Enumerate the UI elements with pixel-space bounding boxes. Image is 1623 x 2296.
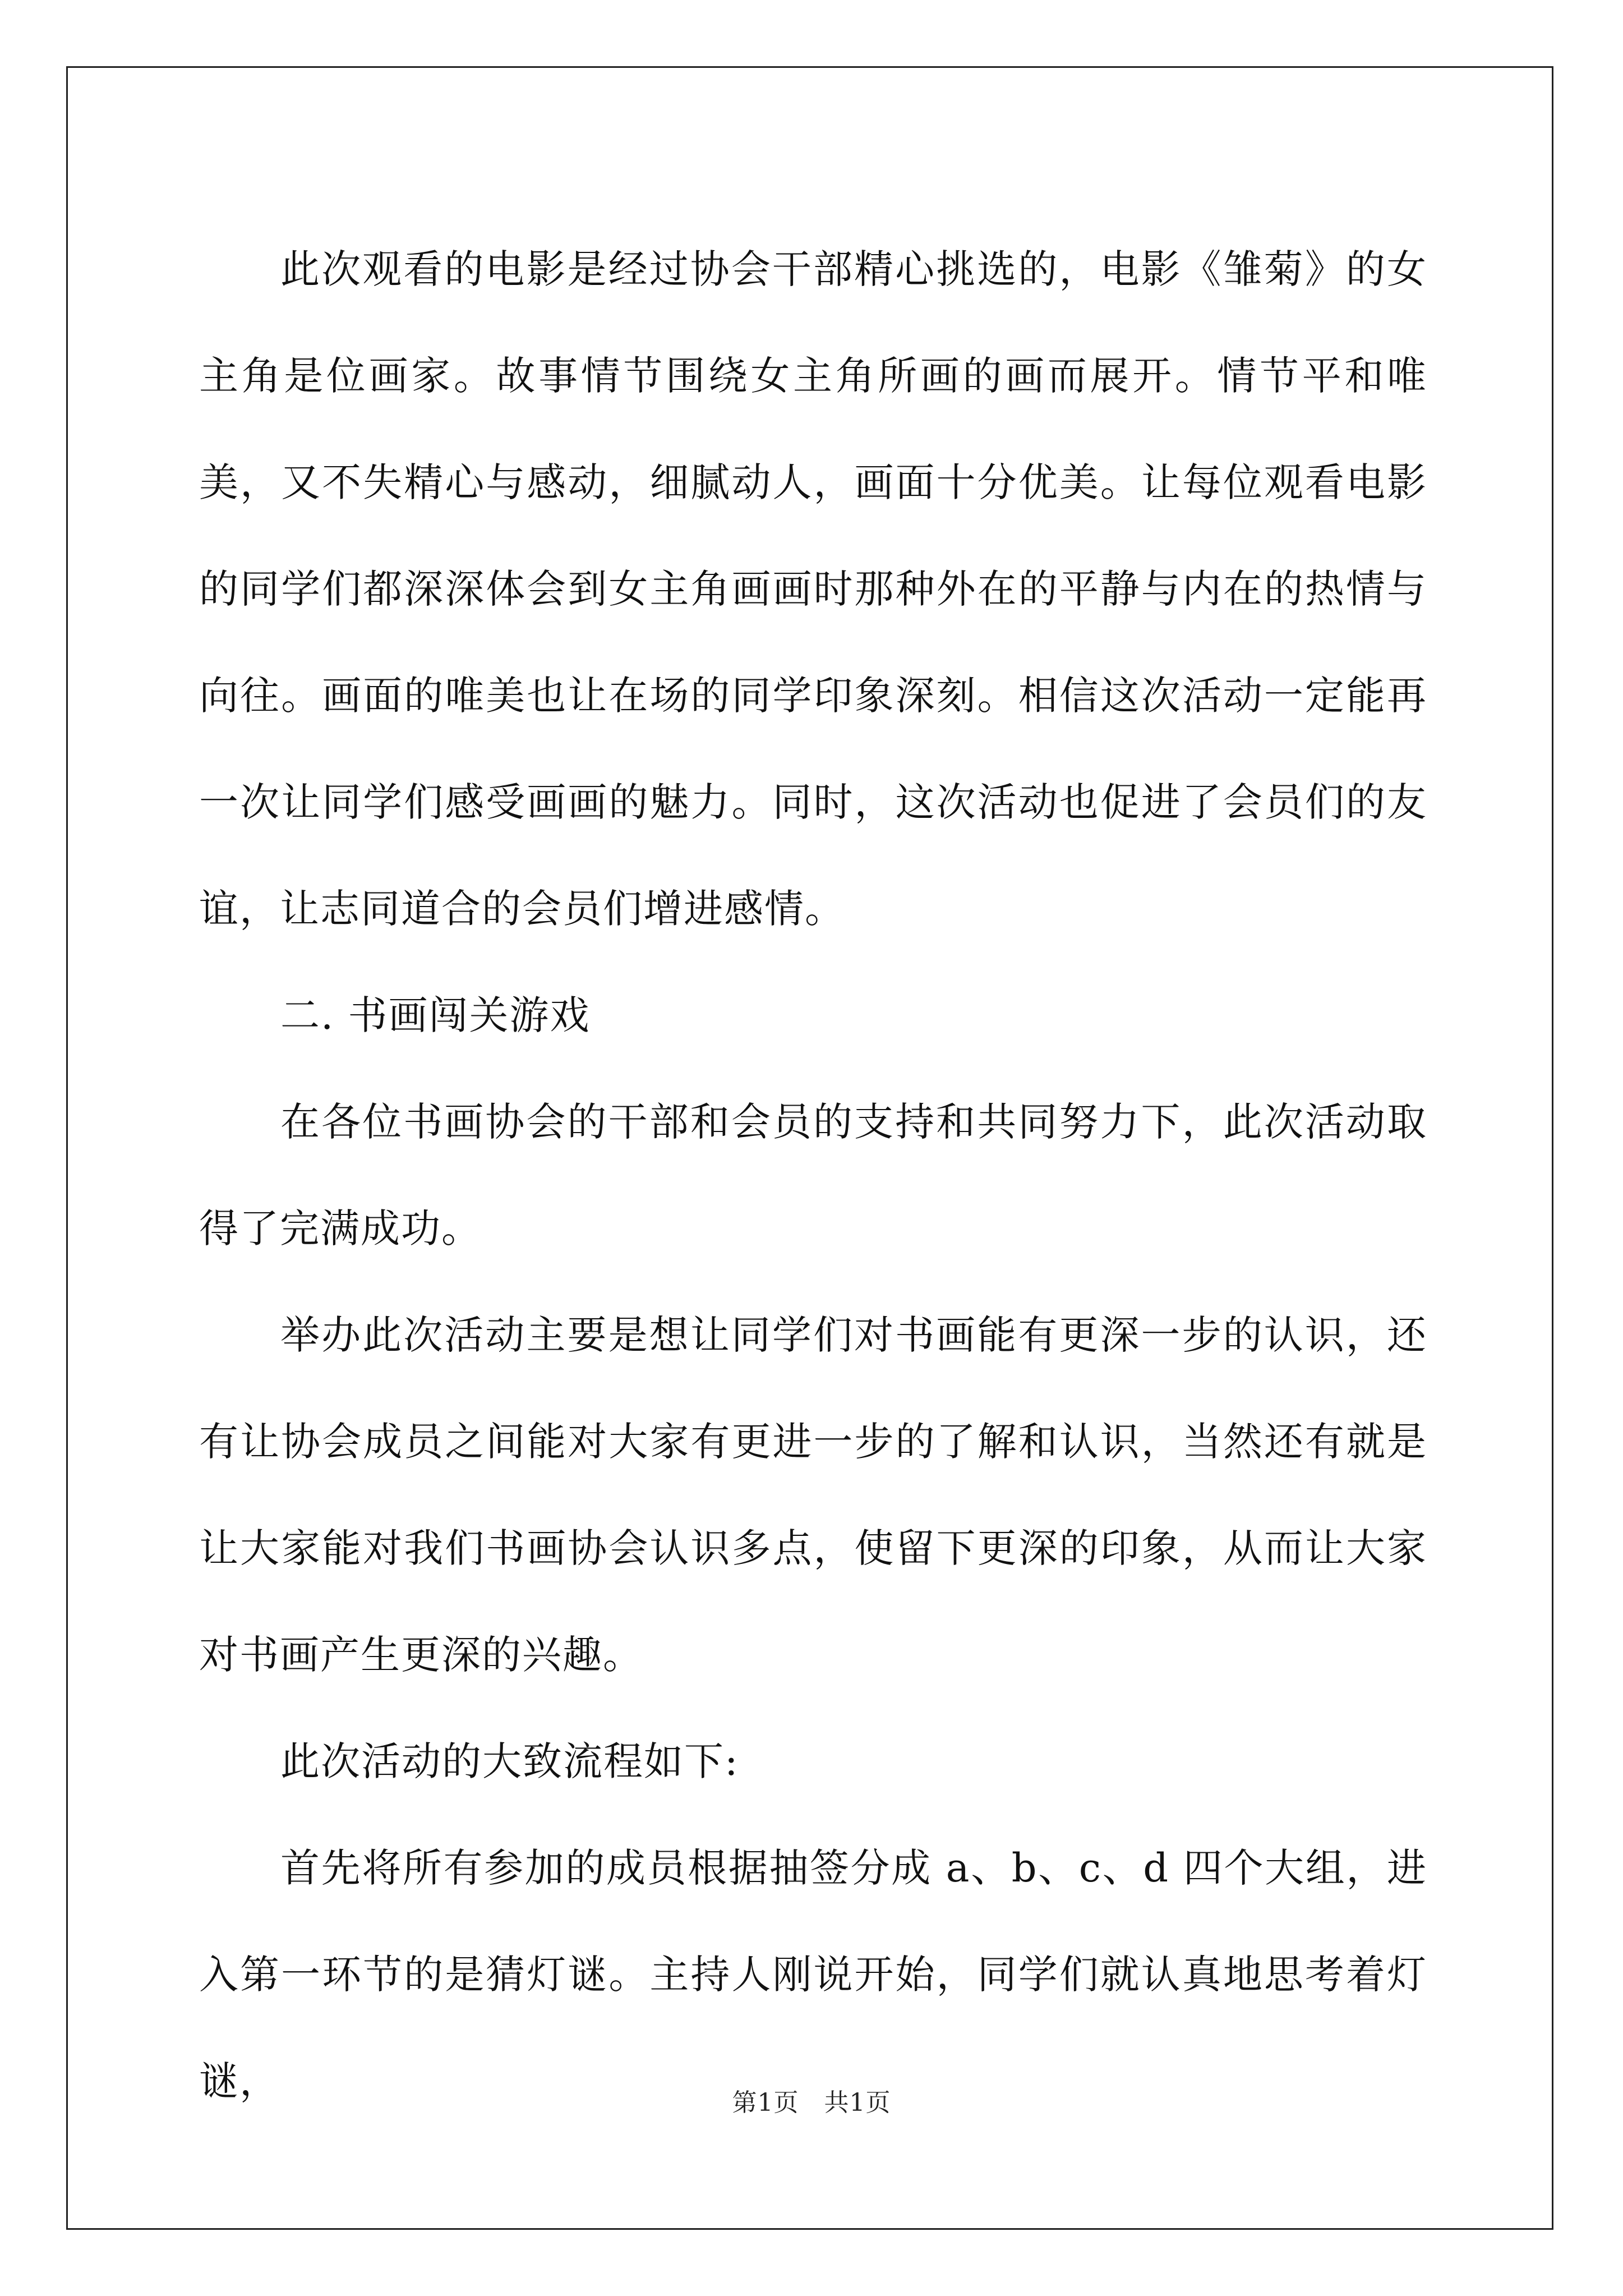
paragraph-process-detail: 首先将所有参加的成员根据抽签分成 a、b、c、d 四个大组，进入第一环节的是猜灯谜。主持人刚说开始，同学们就认真地思考着灯谜，: [199, 1845, 1427, 2104]
paragraph-activity-success: 在各位书画协会的干部和会员的支持和共同努力下，此次活动取得了完满成功。: [199, 1099, 1427, 1251]
document-body: [199, 216, 1427, 2134]
paragraph-movie-review: 此次观看的电影是经过协会干部精心挑选的，电影《雏菊》的女主角是位画家。故事情节围绕女主角所画的画而展开。情节平和唯美，又不失精心与感动，细腻动人，画面十分优美。让每位观看电影的同学们都深深体会到女主角画画时那种外在的平静与内在的热情与向往。画面的唯美也让在场的同学印象深刻。相信这次活动一定能再一次让同学们感受画画的魅力。同时，这次活动也促进了会员们的友谊，让志同道合的会员们增进感情。: [199, 246, 1427, 932]
page-footer: [0, 2082, 1623, 2118]
paragraph-process-intro: 此次活动的大致流程如下:: [280, 1738, 739, 1784]
paragraph-activity-purpose: 举办此次活动主要是想让同学们对书画能有更深一步的认识，还有让协会成员之间能对大家有更进一步的了解和认识，当然还有就是让大家能对我们书画协会认识多点，使留下更深的印象，从而让大家对书画产生更深的兴趣。: [199, 1312, 1427, 1678]
section-heading-calligraphy-game: 二. 书画闯关游戏: [280, 992, 591, 1038]
page-number: 第1页 共1页: [732, 2088, 891, 2117]
